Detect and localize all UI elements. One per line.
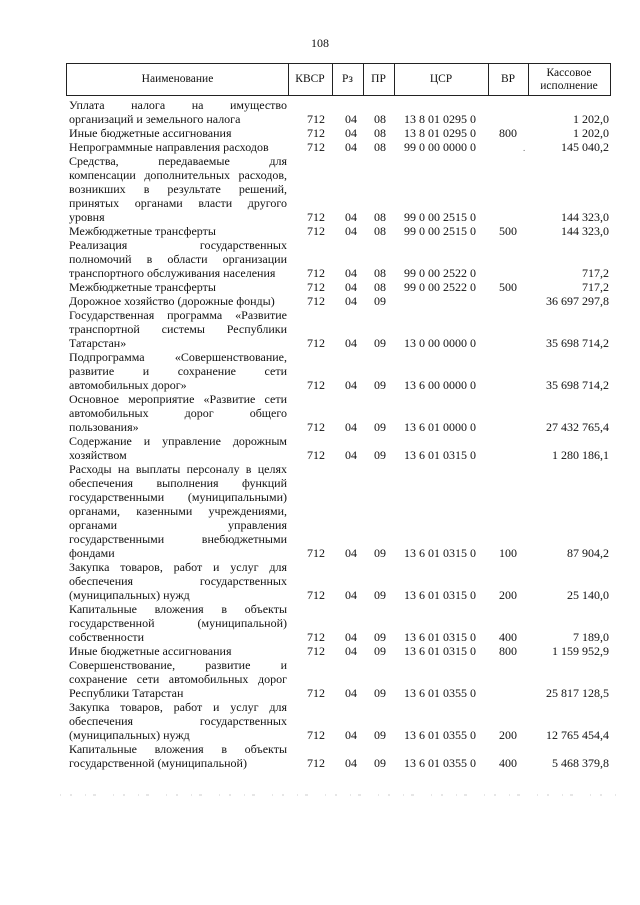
table-row xyxy=(0,280,640,294)
row-name-line: Межбюджетные трансферты xyxy=(69,224,216,238)
row-name xyxy=(69,462,287,560)
row-name-line: полномочий в области организации xyxy=(69,252,287,266)
row-cash-execution: 7 189,0 xyxy=(573,630,609,644)
row-pr: 09 xyxy=(374,756,386,770)
table-row xyxy=(0,462,640,560)
row-name xyxy=(69,224,287,238)
row-rz: 04 xyxy=(345,336,357,350)
page-number: 108 xyxy=(311,36,329,50)
row-name-line: Уплата налога на имущество xyxy=(69,98,287,112)
row-name-line: Подпрограмма «Совершенствование, xyxy=(69,350,287,364)
row-name-line: Иные бюджетные ассигнования xyxy=(69,126,232,140)
row-rz: 04 xyxy=(345,448,357,462)
row-pr: 08 xyxy=(374,140,386,154)
row-cash-execution: 25 817 128,5 xyxy=(546,686,609,700)
row-name xyxy=(69,280,287,294)
row-name xyxy=(69,434,287,462)
row-rz: 04 xyxy=(345,294,357,308)
row-csr: 13 6 01 0315 0 xyxy=(404,644,476,658)
row-kvsr: 712 xyxy=(307,336,325,350)
table-row xyxy=(0,392,640,434)
table-header xyxy=(66,63,611,96)
row-name-line: Дорожное хозяйство (дорожные фонды) xyxy=(69,294,275,308)
row-vr: 800 xyxy=(499,126,517,140)
row-name-line: государственными (муниципальными) xyxy=(69,490,287,504)
row-kvsr: 712 xyxy=(307,644,325,658)
row-pr: 08 xyxy=(374,280,386,294)
row-name-line: компенсации дополнительных расходов, xyxy=(69,168,287,182)
row-pr: 08 xyxy=(374,224,386,238)
row-name-line: Межбюджетные трансферты xyxy=(69,280,216,294)
header-csr: ЦСР xyxy=(429,73,453,85)
row-pr: 09 xyxy=(374,336,386,350)
row-csr: 13 6 00 0000 0 xyxy=(404,378,476,392)
row-kvsr: 712 xyxy=(307,448,325,462)
row-cash-execution: 1 202,0 xyxy=(573,126,609,140)
table-row xyxy=(0,602,640,644)
row-name-line: Средства, передаваемые для xyxy=(69,154,287,168)
row-rz: 04 xyxy=(345,224,357,238)
row-kvsr: 712 xyxy=(307,224,325,238)
row-pr: 09 xyxy=(374,546,386,560)
row-kvsr: 712 xyxy=(307,756,325,770)
row-name xyxy=(69,294,287,308)
row-kvsr: 712 xyxy=(307,546,325,560)
row-cash-execution: 25 140,0 xyxy=(567,588,609,602)
header-rz: Рз xyxy=(342,73,353,85)
row-pr: 08 xyxy=(374,210,386,224)
row-rz: 04 xyxy=(345,112,357,126)
row-cash-execution: 27 432 765,4 xyxy=(546,420,609,434)
row-name-line: Реализация государственных xyxy=(69,238,287,252)
table-row xyxy=(0,434,640,462)
row-name-line: органами управления xyxy=(69,518,287,532)
table-row xyxy=(0,140,640,154)
row-pr: 09 xyxy=(374,294,386,308)
table-row xyxy=(0,238,640,280)
header-vr: ВР xyxy=(500,73,516,85)
row-csr: 13 6 01 0000 0 xyxy=(404,420,476,434)
row-name-line: Татарстан» xyxy=(69,336,127,350)
row-cash-execution: 35 698 714,2 xyxy=(546,378,609,392)
row-csr: 99 0 00 0000 0 xyxy=(404,140,476,154)
table-row xyxy=(0,126,640,140)
row-rz: 04 xyxy=(345,686,357,700)
row-name xyxy=(69,154,287,224)
row-rz: 04 xyxy=(345,756,357,770)
row-name-line: Капитальные вложения в объекты xyxy=(69,602,287,616)
row-name-line: автомобильных дорог общего xyxy=(69,406,287,420)
row-cash-execution: 1 159 952,9 xyxy=(552,644,609,658)
row-name xyxy=(69,308,287,350)
row-name-line: Республики Татарстан xyxy=(69,686,184,700)
header-cash-execution-line2: исполнение xyxy=(540,79,598,92)
header-pr: ПР xyxy=(371,73,386,85)
row-name-line: Основное мероприятие «Развитие сети xyxy=(69,392,287,406)
row-cash-execution: 1 202,0 xyxy=(573,112,609,126)
row-name-line: пользования» xyxy=(69,420,139,434)
row-vr: 500 xyxy=(499,280,517,294)
row-name-line: обеспечения государственных xyxy=(69,714,287,728)
row-name-line: (муниципальных) нужд xyxy=(69,588,190,602)
row-name-line: (муниципальных) нужд xyxy=(69,728,190,742)
table-row xyxy=(0,350,640,392)
row-csr: 99 0 00 2515 0 xyxy=(404,210,476,224)
row-name-line: Капитальные вложения в объекты xyxy=(69,742,287,756)
row-csr: 99 0 00 2522 0 xyxy=(404,266,476,280)
row-kvsr: 712 xyxy=(307,686,325,700)
table-row xyxy=(0,658,640,700)
row-vr: 100 xyxy=(499,546,517,560)
row-name-line: организаций и земельного налога xyxy=(69,112,241,126)
row-name xyxy=(69,238,287,280)
row-name-line: обеспечения государственных xyxy=(69,574,287,588)
row-pr: 09 xyxy=(374,644,386,658)
table-row xyxy=(0,224,640,238)
row-pr: 08 xyxy=(374,266,386,280)
row-name-line: транспортного обслуживания населения xyxy=(69,266,276,280)
row-name-line: Закупка товаров, работ и услуг для xyxy=(69,560,287,574)
row-kvsr: 712 xyxy=(307,140,325,154)
row-pr: 09 xyxy=(374,378,386,392)
row-kvsr: 712 xyxy=(307,112,325,126)
table-row xyxy=(0,700,640,742)
row-name-line: Непрограммные направления расходов xyxy=(69,140,269,154)
row-vr: 800 xyxy=(499,644,517,658)
row-pr: 09 xyxy=(374,728,386,742)
row-csr: 13 6 01 0355 0 xyxy=(404,756,476,770)
row-rz: 04 xyxy=(345,588,357,602)
row-cash-execution: 5 468 379,8 xyxy=(552,756,609,770)
row-name-line: государственной (муниципальной) xyxy=(69,756,247,770)
row-name xyxy=(69,98,287,126)
row-cash-execution: 717,2 xyxy=(582,266,609,280)
row-name xyxy=(69,644,287,658)
row-name xyxy=(69,700,287,742)
row-kvsr: 712 xyxy=(307,420,325,434)
row-name xyxy=(69,602,287,644)
row-cash-execution: 144 323,0 xyxy=(561,224,609,238)
row-name-line: автомобильных дорог» xyxy=(69,378,187,392)
row-name-line: Содержание и управление дорожным xyxy=(69,434,287,448)
row-vr: 400 xyxy=(499,630,517,644)
row-kvsr: 712 xyxy=(307,266,325,280)
row-rz: 04 xyxy=(345,644,357,658)
table-row xyxy=(0,154,640,224)
row-csr: 13 6 01 0355 0 xyxy=(404,686,476,700)
row-name xyxy=(69,742,287,770)
row-kvsr: 712 xyxy=(307,728,325,742)
table-row xyxy=(0,98,640,126)
row-name-line: возникших в результате решений, xyxy=(69,182,287,196)
row-rz: 04 xyxy=(345,728,357,742)
row-pr: 08 xyxy=(374,112,386,126)
table-row xyxy=(0,644,640,658)
row-csr: 13 6 01 0315 0 xyxy=(404,630,476,644)
row-csr: 13 6 01 0355 0 xyxy=(404,728,476,742)
header-cash-execution xyxy=(528,64,610,95)
row-name xyxy=(69,350,287,392)
row-name-line: органами, казенными учреждениями, xyxy=(69,504,287,518)
row-rz: 04 xyxy=(345,140,357,154)
row-csr: 99 0 00 2522 0 xyxy=(404,280,476,294)
row-rz: 04 xyxy=(345,546,357,560)
row-cash-execution: 717,2 xyxy=(582,280,609,294)
row-vr: 400 xyxy=(499,756,517,770)
row-name-line: государственными внебюджетными xyxy=(69,532,287,546)
row-cash-execution: 12 765 454,4 xyxy=(546,728,609,742)
header-cash-execution-line1: Кассовое xyxy=(546,66,592,79)
row-name-line: Совершенствование, развитие и xyxy=(69,658,287,672)
row-rz: 04 xyxy=(345,210,357,224)
row-cash-execution: 35 698 714,2 xyxy=(546,336,609,350)
row-name-line: Иные бюджетные ассигнования xyxy=(69,644,232,658)
row-name-line: транспортной системы Республики xyxy=(69,322,287,336)
row-name-line: собственности xyxy=(69,630,145,644)
row-pr: 09 xyxy=(374,588,386,602)
row-name xyxy=(69,392,287,434)
row-pr: 08 xyxy=(374,126,386,140)
row-rz: 04 xyxy=(345,126,357,140)
row-name xyxy=(69,140,287,154)
row-pr: 09 xyxy=(374,420,386,434)
row-vr: 500 xyxy=(499,224,517,238)
row-kvsr: 712 xyxy=(307,588,325,602)
row-csr: 13 0 00 0000 0 xyxy=(404,336,476,350)
row-kvsr: 712 xyxy=(307,280,325,294)
row-name-line: Закупка товаров, работ и услуг для xyxy=(69,700,287,714)
scan-noise-line xyxy=(60,793,620,797)
row-name-line: развитие и сохранение сети xyxy=(69,364,287,378)
row-kvsr: 712 xyxy=(307,378,325,392)
row-name xyxy=(69,560,287,602)
row-name-line: принятых органами власти другого xyxy=(69,196,287,210)
row-name-line: хозяйством xyxy=(69,448,127,462)
row-csr: 13 6 01 0315 0 xyxy=(404,546,476,560)
row-rz: 04 xyxy=(345,280,357,294)
row-name-line: обеспечения выполнения функций xyxy=(69,476,287,490)
row-pr: 09 xyxy=(374,686,386,700)
table-row xyxy=(0,560,640,602)
row-cash-execution: 145 040,2 xyxy=(561,140,609,154)
row-csr: 99 0 00 2515 0 xyxy=(404,224,476,238)
table-row xyxy=(0,308,640,350)
row-pr: 09 xyxy=(374,630,386,644)
row-csr: 13 6 01 0315 0 xyxy=(404,448,476,462)
header-kvsr: КВСР xyxy=(295,73,325,85)
row-name-line: Расходы на выплаты персоналу в целях xyxy=(69,462,287,476)
row-csr: 13 8 01 0295 0 xyxy=(404,112,476,126)
row-cash-execution: 36 697 297,8 xyxy=(546,294,609,308)
row-name xyxy=(69,658,287,700)
row-name-line: уровня xyxy=(69,210,105,224)
row-pr: 09 xyxy=(374,448,386,462)
row-vr: 200 xyxy=(499,588,517,602)
row-name-line: сохранение сети автомобильных дорог xyxy=(69,672,287,686)
row-vr: 200 xyxy=(499,728,517,742)
row-kvsr: 712 xyxy=(307,210,325,224)
row-name-line: фондами xyxy=(69,546,115,560)
row-cash-execution: 1 280 186,1 xyxy=(552,448,609,462)
header-name: Наименование xyxy=(141,73,214,85)
table-row xyxy=(0,742,640,770)
row-name xyxy=(69,126,287,140)
row-cash-execution: 87 904,2 xyxy=(567,546,609,560)
row-csr: 13 6 01 0315 0 xyxy=(404,588,476,602)
scan-speck: . xyxy=(523,143,526,153)
row-rz: 04 xyxy=(345,630,357,644)
row-rz: 04 xyxy=(345,266,357,280)
row-rz: 04 xyxy=(345,420,357,434)
row-kvsr: 712 xyxy=(307,126,325,140)
row-cash-execution: 144 323,0 xyxy=(561,210,609,224)
table-row xyxy=(0,294,640,308)
row-csr: 13 8 01 0295 0 xyxy=(404,126,476,140)
row-name-line: государственной (муниципальной) xyxy=(69,616,287,630)
row-rz: 04 xyxy=(345,378,357,392)
row-kvsr: 712 xyxy=(307,630,325,644)
row-kvsr: 712 xyxy=(307,294,325,308)
row-name-line: Государственная программа «Развитие xyxy=(69,308,287,322)
